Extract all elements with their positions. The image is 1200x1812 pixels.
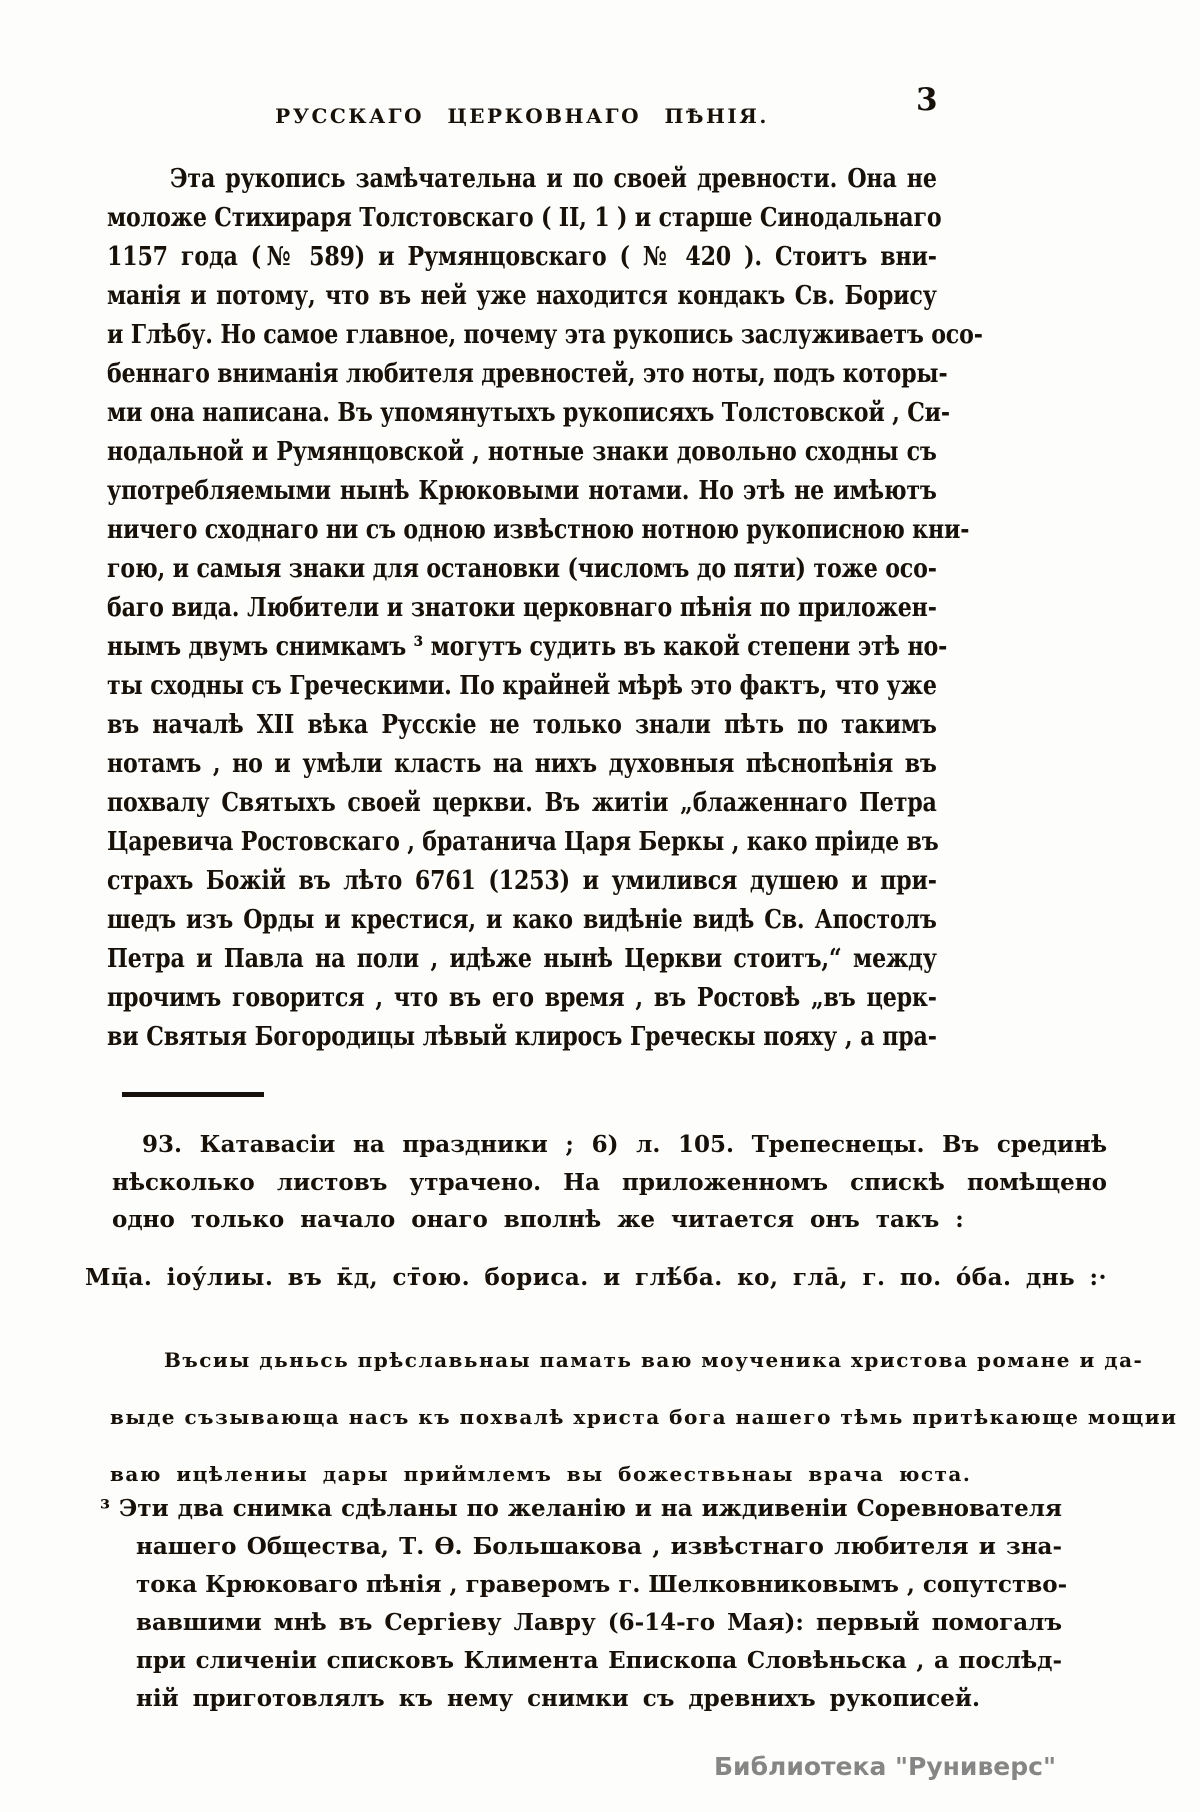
- text-line: ничего сходнаго ни съ одною извѣстною нотною рукописною кни-: [107, 515, 970, 545]
- text-line: нотамъ , но и умѣли класть на нихъ духовныя пѣснопѣнія въ: [107, 749, 937, 779]
- text-line: Въсиы дьньсь прѣславьнаы памать ваю моученика христова романе и да-: [164, 1348, 1144, 1372]
- text-line: ми она написана. Въ упомянутыхъ рукописяхъ Толстовской , Си-: [107, 398, 950, 428]
- footnote-three: [100, 1490, 1068, 1718]
- page-number: 3: [916, 82, 938, 118]
- text-line: ты сходны съ Греческими. По крайней мѣрѣ это фактъ, что уже: [107, 671, 937, 701]
- text-line: ви Святыя Богородицы лѣвый клиросъ Греческы пояху , а пра-: [107, 1022, 937, 1052]
- text-line: при сличеніи списковъ Климента Епископа Словѣньска , а послѣд-: [136, 1647, 1062, 1674]
- main-text-paragraph: [107, 160, 983, 1057]
- text-line: въ началѣ XII вѣка Русскіе не только знали пѣть по такимъ: [107, 710, 937, 740]
- text-line: манія и потому, что въ ней уже находится кондакъ Св. Борису: [107, 281, 937, 311]
- text-line: страхъ Божій въ лѣто 6761 (1253) и умилився душею и при-: [107, 866, 937, 896]
- text-line: баго вида. Любители и знатоки церковнаго пѣнія по приложен-: [107, 593, 937, 623]
- text-line: нашего Общества, Т. Ѳ. Большакова , извѣстнаго любителя и зна-: [136, 1533, 1062, 1560]
- text-line: похвалу Святыхъ своей церкви. Въ житіи „блаженнаго Петра: [107, 788, 937, 818]
- text-line: 1157 года (№ 589) и Румянцовскаго ( № 420 ). Стоитъ вни-: [107, 242, 937, 272]
- text-line: Царевича Ростовскаго , братанича Царя Беркы , како пріиде въ: [107, 827, 939, 857]
- text-line: прочимъ говорится , что въ его время , въ Ростовѣ „въ церк-: [107, 983, 937, 1013]
- text-line: употребляемыми нынѣ Крюковыми нотами. Но этѣ не имѣютъ: [107, 476, 937, 506]
- slavonic-quotation: [110, 1332, 1178, 1503]
- text-line: беннаго вниманія любителя древностей, это ноты, подъ которы-: [107, 359, 948, 389]
- footnote-separator-rule: [122, 1092, 264, 1097]
- text-line: тока Крюковаго пѣнія , граверомъ г. Шелковниковымъ , сопутство-: [136, 1571, 1068, 1598]
- text-line: нымъ двумъ снимкамъ ³ могутъ судить въ какой степени этѣ но-: [107, 632, 948, 662]
- footnote-continuation: [112, 1126, 1107, 1239]
- library-watermark: Библиотека "Руниверс": [714, 1752, 1056, 1781]
- text-line: и Глѣбу. Но самое главное, почему эта рукопись заслуживаетъ осо-: [107, 320, 983, 350]
- text-line: моложе Стихираря Толстовскаго ( II, 1 ) и старше Синодальнаго: [107, 203, 942, 233]
- slavonic-rubric-line: [85, 1264, 1107, 1291]
- running-head: РУССКАГО ЦЕРКОВНАГО ПѢНІЯ.: [275, 104, 769, 128]
- text-line: выде съзывающа насъ къ похвалѣ христа бога нашего тѣмь притѣкающе мощии: [110, 1405, 1178, 1429]
- text-line: вавшими мнѣ въ Сергіеву Лавру (6-14-го Мая): первый помогалъ: [136, 1609, 1062, 1636]
- text-line: нѣсколько листовъ утрачено. На приложенномъ спискѣ помѣщено: [112, 1168, 1107, 1196]
- text-line: нодальной и Румянцовской , нотные знаки довольно сходны съ: [107, 437, 937, 467]
- text-line: шедъ изъ Орды и крестися, и како видѣніе видѣ Св. Апостолъ: [107, 905, 937, 935]
- text-line: Мц̄а. іоу́лиы. въ к̄д, ст̄ою. бориса. и глѣ́ба. ко, гла̄, г. по. о́ба. днь :·: [85, 1264, 1107, 1291]
- text-line: ³ Эти два снимка сдѣланы по желанію и на иждивеніи Соревнователя: [100, 1495, 1062, 1522]
- text-line: Петра и Павла на поли , идѣже нынѣ Церкви стоитъ,“ между: [107, 944, 937, 974]
- text-line: гою, и самыя знаки для остановки (числомъ до пяти) тоже осо-: [107, 554, 937, 584]
- text-line: 93. Катавасіи на праздники ; 6) л. 105. Трепеснецы. Въ срединѣ: [142, 1131, 1107, 1158]
- text-line: Эта рукопись замѣчательна и по своей древности. Она не: [169, 164, 937, 194]
- text-line: одно только начало онаго вполнѣ же читается онъ такъ :: [112, 1206, 964, 1233]
- text-line: ній приготовлялъ къ нему снимки съ древнихъ рукописей.: [136, 1685, 980, 1712]
- text-line: ваю ицѣлениы дары приймлемъ вы божествьнаы врача юста.: [110, 1462, 972, 1486]
